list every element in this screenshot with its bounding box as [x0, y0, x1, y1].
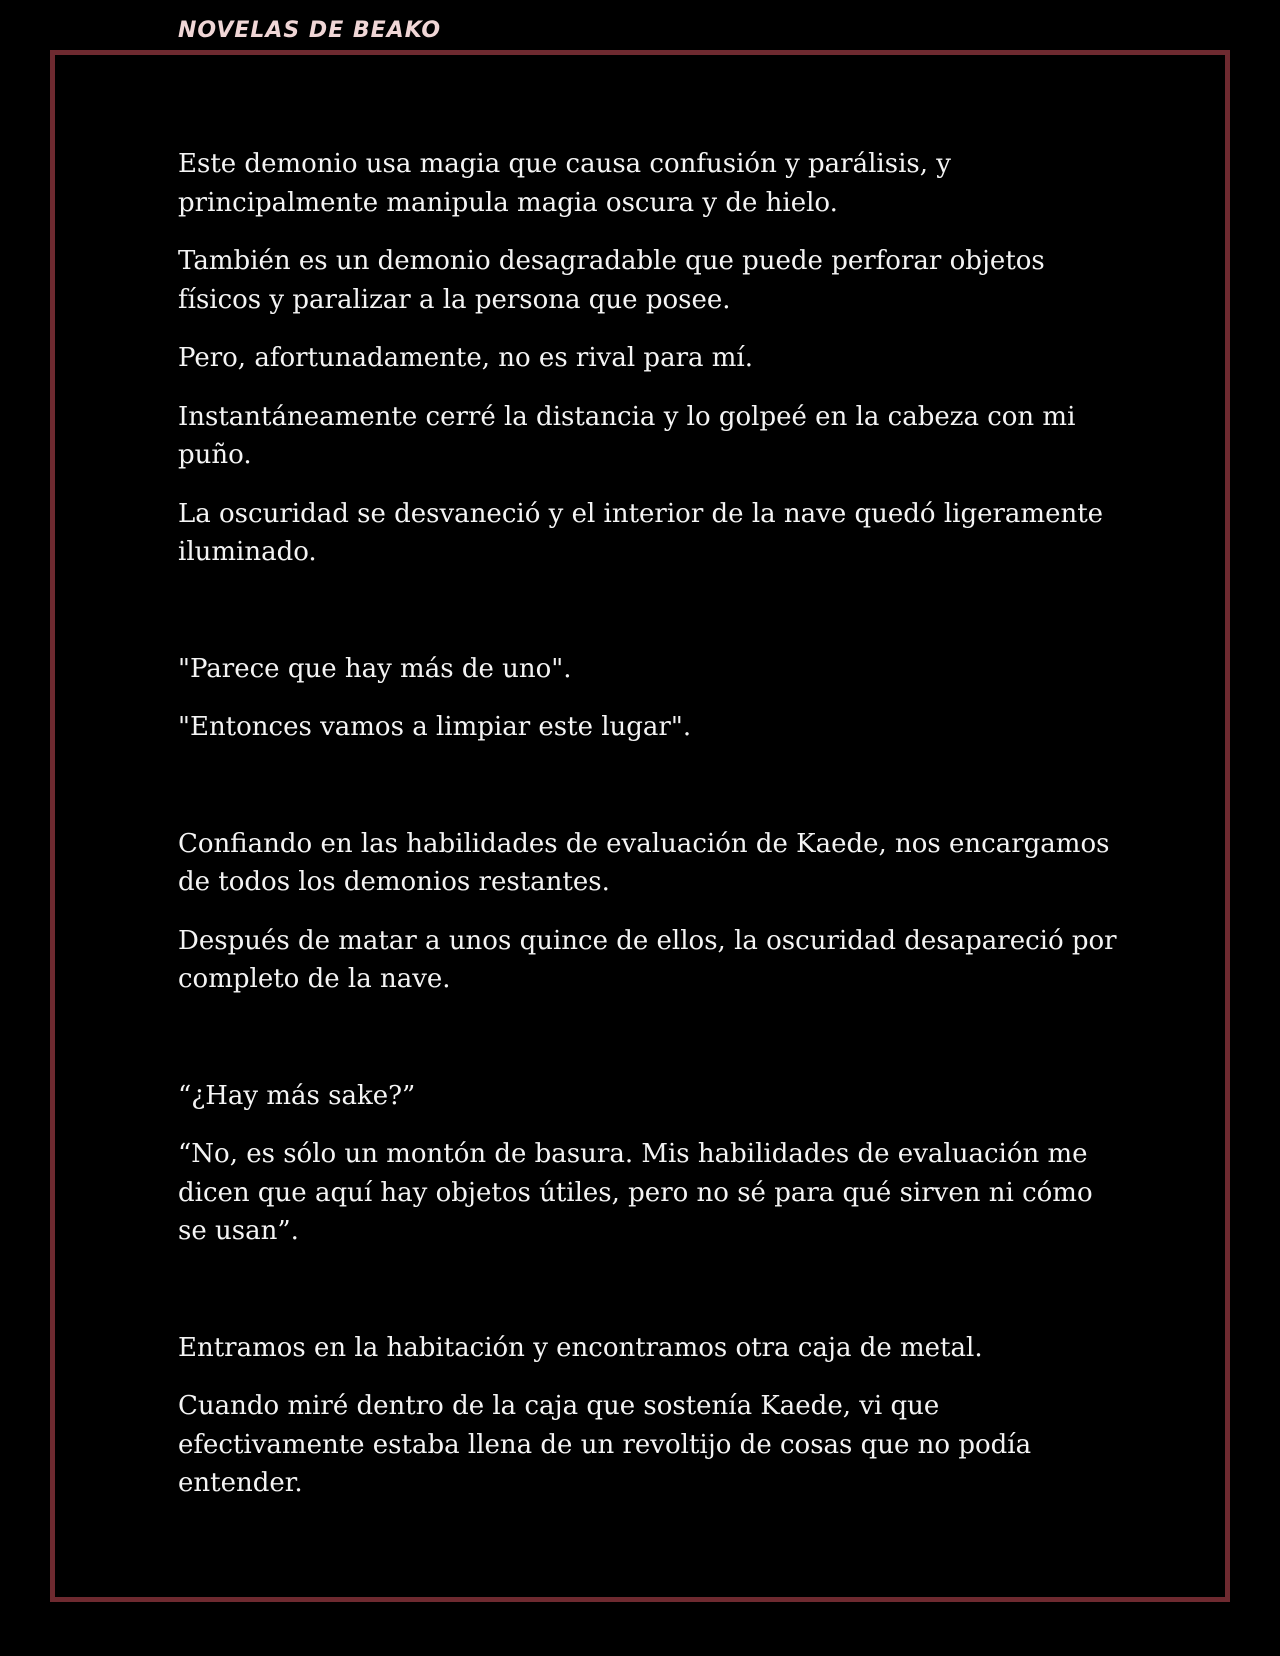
paragraph: Este demonio usa magia que causa confusión y parálisis, y principalmente manipula magia oscura y de hielo.: [178, 149, 951, 218]
paragraph: Pero, afortunadamente, no es rival para mí.: [178, 343, 754, 373]
paragraph: Cuando miré dentro de la caja que sostenía Kaede, vi que efectivamente estaba llena de un revoltijo de cosas que no podía entender.: [178, 1391, 1032, 1498]
dialogue-paragraph: "Parece que hay más de uno".: [178, 653, 572, 684]
paragraph: Después de matar a unos quince de ellos, la oscuridad desapareció por completo de la nave.: [178, 925, 1117, 994]
paragraph: También es un demonio desagradable que puede perforar objetos físicos y paralizar a la persona que posee.: [178, 246, 1045, 315]
site-title: NOVELAS DE BEAKO: [178, 18, 442, 43]
dialogue-paragraph: “No, es sólo un montón de basura. Mis habilidades de evaluación me dicen que aquí hay objetos útiles, pero no sé para qué sirven ni cómo se usan”.: [178, 1139, 1093, 1246]
chapter-text: [178, 145, 1118, 1523]
dialogue-paragraph: “¿Hay más sake?”: [178, 1080, 416, 1111]
paragraph: La oscuridad se desvaneció y el interior de la nave quedó ligeramente iluminado.: [178, 498, 1104, 567]
paragraph: Entramos en la habitación y encontramos otra caja de metal.: [178, 1332, 983, 1363]
paragraph: Confiando en las habilidades de evaluación de Kaede, nos encargamos de todos los demonios restantes.: [178, 828, 1110, 897]
dialogue-paragraph: "Entonces vamos a limpiar este lugar".: [178, 712, 692, 742]
paragraph: Instantáneamente cerré la distancia y lo golpeé en la cabeza con mi puño.: [178, 401, 1076, 470]
